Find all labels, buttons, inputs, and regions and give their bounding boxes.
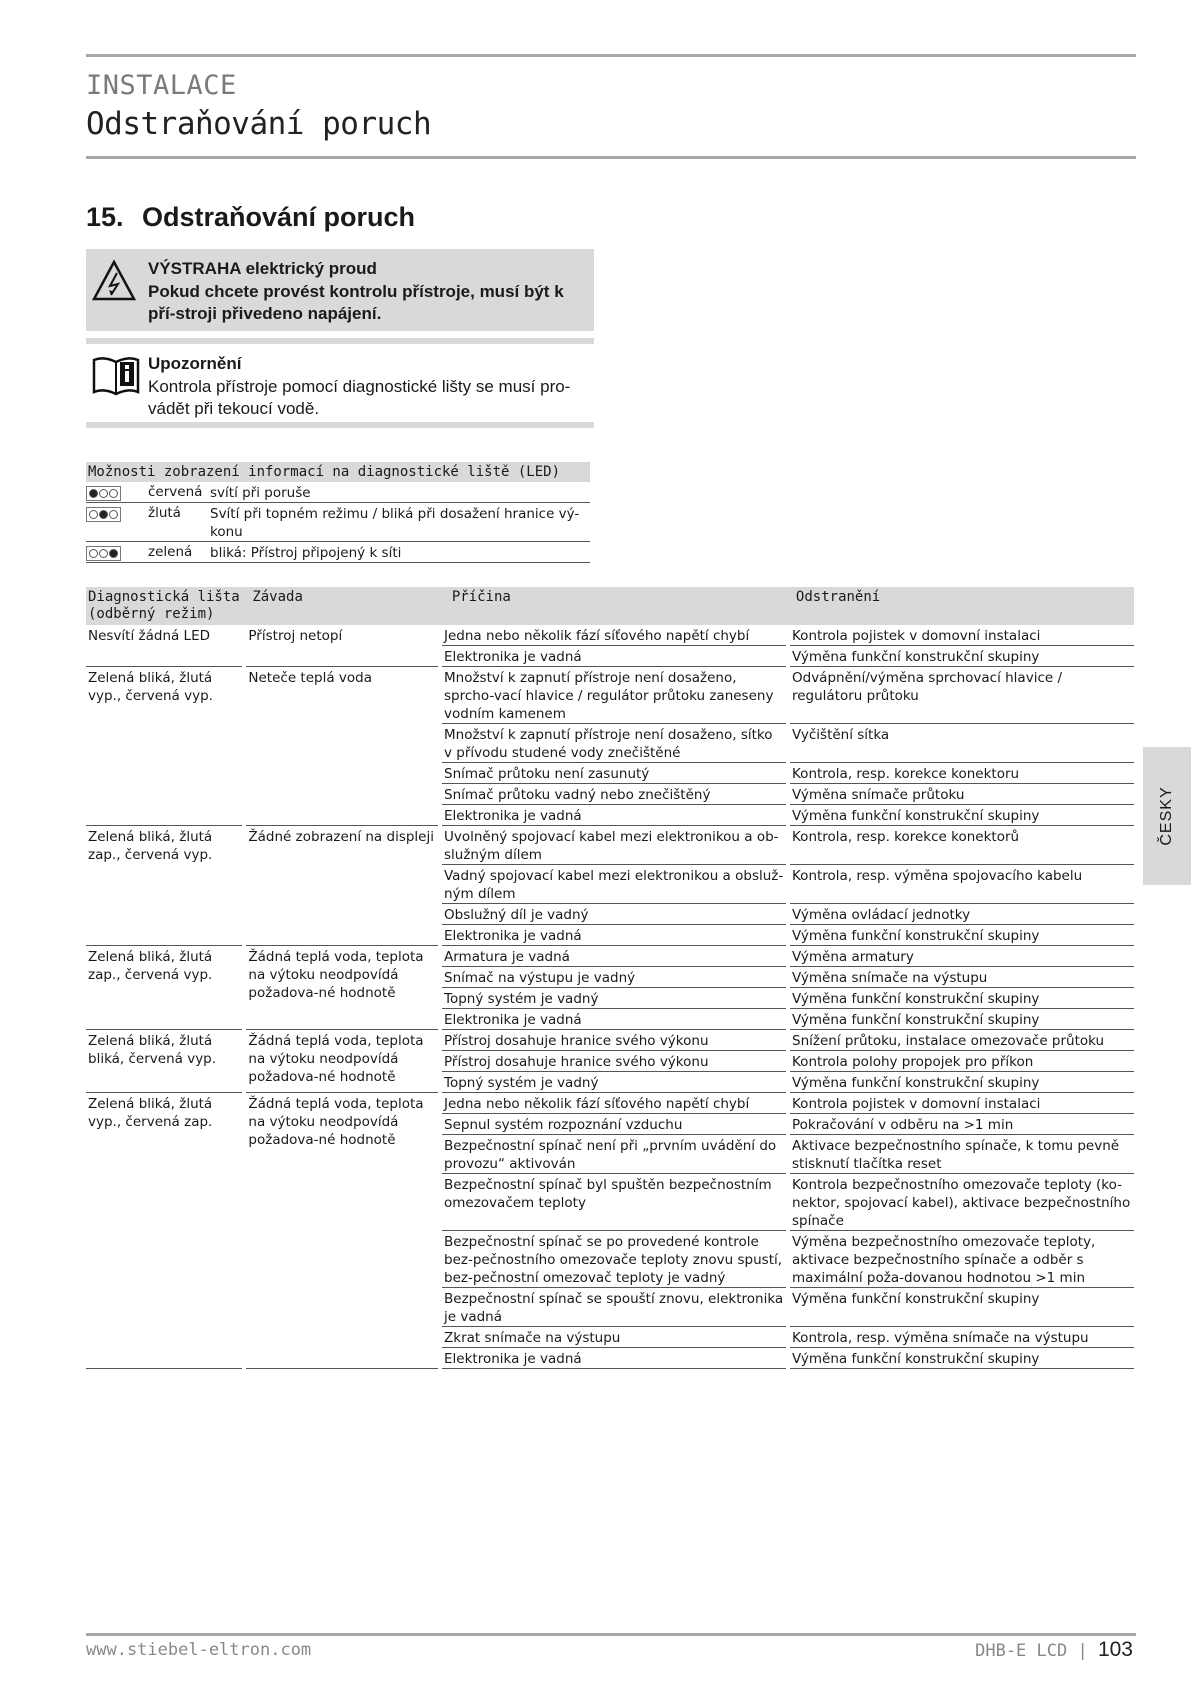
led-table	[86, 462, 590, 563]
header-diagnostic: Diagnostická lišta (odběrný režim)	[88, 589, 240, 622]
header-category: INSTALACE	[86, 70, 237, 101]
footer-url: www.stiebel-eltron.com	[86, 1640, 312, 1660]
cause: Snímač na výstupu je vadný	[442, 967, 786, 988]
cause: Sepnul systém rozpoznání vzduchu	[442, 1114, 786, 1135]
language-tab	[1143, 747, 1191, 885]
cause: Bezpečnostní spínač není při „prvním uvádění do provozu“ aktivován	[442, 1135, 786, 1174]
footer-rule	[86, 1633, 1136, 1636]
remedy: Výměna funkční konstrukční skupiny	[790, 805, 1134, 826]
cause: Jedna nebo několik fází síťového napětí chybí	[442, 1093, 786, 1114]
info-book-icon	[90, 354, 142, 398]
remedy: Kontrola bezpečnostního omezovače teploty (ko-nektor, spojovací kabel), aktivace bezpečnostního spínače	[790, 1174, 1134, 1231]
header-cause: Příčina	[451, 589, 511, 605]
table-row	[442, 946, 1134, 967]
cause: Množství k zapnutí přístroje není dosaženo, sítko v přívodu studené vody znečištěné	[442, 724, 786, 763]
diagnostic-state: Zelená bliká, žlutá zap., červená vyp.	[86, 826, 242, 946]
remedy: Aktivace bezpečnostního spínače, k tomu pevně stisknutí tlačítka reset	[790, 1135, 1134, 1174]
cause: Elektronika je vadná	[442, 1009, 786, 1030]
table-row	[442, 724, 1134, 763]
table-row	[442, 904, 1134, 925]
table-row	[442, 1009, 1134, 1030]
table-group	[86, 1030, 1134, 1093]
warning-title: VÝSTRAHA elektrický proud	[148, 259, 377, 278]
table-row	[442, 1114, 1134, 1135]
cause: Uvolněný spojovací kabel mezi elektronikou a ob-služným dílem	[442, 826, 786, 865]
footer-model-name: DHB-E LCD |	[975, 1641, 1088, 1661]
cause: Topný systém je vadný	[442, 1072, 786, 1093]
cause: Přístroj dosahuje hranice svého výkonu	[442, 1051, 786, 1072]
diagnostic-state: Zelená bliká, žlutá vyp., červená vyp.	[86, 667, 242, 826]
note-box	[86, 352, 594, 420]
fault: Přístroj netopí	[246, 625, 438, 667]
cause: Zkrat snímače na výstupu	[442, 1327, 786, 1348]
remedy: Výměna snímače průtoku	[790, 784, 1134, 805]
cause: Bezpečnostní spínač byl spuštěn bezpečnostním omezovačem teploty	[442, 1174, 786, 1231]
remedy: Výměna funkční konstrukční skupiny	[790, 925, 1134, 946]
note-title: Upozornění	[148, 354, 242, 373]
table-row	[442, 1348, 1134, 1369]
warning-divider	[86, 338, 594, 344]
fault: Žádná teplá voda, teplota na výtoku neodpovídá požadova-né hodnotě	[246, 1093, 438, 1369]
table-row	[442, 988, 1134, 1009]
warning-text: Pokud chcete provést kontrolu přístroje, musí být k pří-stroji přivedeno napájení.	[148, 282, 564, 323]
diagnostic-state: Zelená bliká, žlutá zap., červená vyp.	[86, 946, 242, 1030]
table-row	[442, 1288, 1134, 1327]
cause: Topný systém je vadný	[442, 988, 786, 1009]
table-group	[86, 625, 1134, 667]
remedy: Kontrola pojistek v domovní instalaci	[790, 1093, 1134, 1114]
table-row	[442, 1072, 1134, 1093]
section-title-text: Odstraňování poruch	[142, 202, 416, 232]
fault: Neteče teplá voda	[246, 667, 438, 826]
header-title: Odstraňování poruch	[86, 106, 432, 142]
table-header	[86, 587, 1134, 625]
remedy: Snížení průtoku, instalace omezovače průtoku	[790, 1030, 1134, 1051]
fault: Žádná teplá voda, teplota na výtoku neodpovídá požadova-né hodnotě	[246, 1030, 438, 1093]
remedy: Výměna funkční konstrukční skupiny	[790, 1348, 1134, 1369]
table-row	[442, 763, 1134, 784]
led-color: zelená	[148, 544, 193, 560]
led-color: červená	[148, 484, 203, 500]
led-desc: bliká: Přístroj připojený k síti	[210, 545, 402, 561]
table-row	[442, 826, 1134, 865]
table-row	[442, 1174, 1134, 1231]
remedy: Výměna ovládací jednotky	[790, 904, 1134, 925]
remedy: Vyčištění sítka	[790, 724, 1134, 763]
fault: Žádné zobrazení na displeji	[246, 826, 438, 946]
diagnostic-table	[86, 587, 1134, 1369]
table-row	[442, 1327, 1134, 1348]
diagnostic-state: Nesvítí žádná LED	[86, 625, 242, 667]
table-row	[442, 1135, 1134, 1174]
table-row	[442, 646, 1134, 667]
table-group	[86, 667, 1134, 826]
table-row	[442, 925, 1134, 946]
table-row	[442, 1231, 1134, 1288]
table-row	[442, 1030, 1134, 1051]
section-number: 15.	[86, 202, 124, 232]
diagnostic-state: Zelená bliká, žlutá bliká, červená vyp.	[86, 1030, 242, 1093]
remedy: Kontrola pojistek v domovní instalaci	[790, 625, 1134, 646]
led-row-red	[86, 482, 590, 503]
cause: Bezpečnostní spínač se po provedené kontrole bez-pečnostního omezovače teploty znovu spustí, bez-pečnostní omezovač teploty je vadný	[442, 1231, 786, 1288]
led-row-green	[86, 542, 590, 563]
remedy: Výměna funkční konstrukční skupiny	[790, 988, 1134, 1009]
remedy: Výměna funkční konstrukční skupiny	[790, 1072, 1134, 1093]
led-row-yellow	[86, 503, 590, 542]
diagnostic-state: Zelená bliká, žlutá vyp., červená zap.	[86, 1093, 242, 1369]
table-group	[86, 1093, 1134, 1369]
led-desc: Svítí při topném režimu / bliká při dosažení hranice vý-konu	[210, 506, 580, 540]
remedy: Výměna armatury	[790, 946, 1134, 967]
remedy: Kontrola, resp. korekce konektorů	[790, 826, 1134, 865]
cause: Elektronika je vadná	[442, 1348, 786, 1369]
remedy: Výměna funkční konstrukční skupiny	[790, 646, 1134, 667]
table-body	[86, 625, 1134, 1369]
table-row	[442, 805, 1134, 826]
led-red-icon	[86, 486, 121, 501]
header-fault: Závada	[252, 589, 303, 605]
table-group	[86, 826, 1134, 946]
table-row	[442, 865, 1134, 904]
footer-model	[975, 1638, 1133, 1662]
section-title	[86, 202, 415, 233]
note-divider	[86, 422, 594, 428]
table-row	[442, 784, 1134, 805]
cause: Armatura je vadná	[442, 946, 786, 967]
cause: Přístroj dosahuje hranice svého výkonu	[442, 1030, 786, 1051]
fault: Žádná teplá voda, teplota na výtoku neodpovídá požadova-né hodnotě	[246, 946, 438, 1030]
cause: Elektronika je vadná	[442, 646, 786, 667]
led-desc: svítí při poruše	[210, 485, 311, 501]
remedy: Kontrola polohy propojek pro příkon	[790, 1051, 1134, 1072]
cause: Elektronika je vadná	[442, 805, 786, 826]
header-rule-bottom	[86, 156, 1136, 159]
cause: Vadný spojovací kabel mezi elektronikou a obsluž-ným dílem	[442, 865, 786, 904]
led-yellow-icon	[86, 507, 121, 522]
remedy: Odvápnění/výměna sprchovací hlavice / regulátoru průtoku	[790, 667, 1134, 724]
page-number: 103	[1097, 1638, 1133, 1661]
remedy: Výměna funkční konstrukční skupiny	[790, 1288, 1134, 1327]
remedy: Výměna funkční konstrukční skupiny	[790, 1009, 1134, 1030]
table-row	[442, 967, 1134, 988]
table-row	[442, 625, 1134, 646]
cause: Elektronika je vadná	[442, 925, 786, 946]
note-text: Kontrola přístroje pomocí diagnostické lišty se musí pro-vádět při tekoucí vodě.	[148, 377, 571, 418]
cause: Bezpečnostní spínač se spouští znovu, elektronika je vadná	[442, 1288, 786, 1327]
header-remedy: Odstranění	[795, 589, 881, 605]
header-rule-top	[86, 54, 1136, 57]
cause: Snímač průtoku není zasunutý	[442, 763, 786, 784]
warning-electric-icon	[92, 259, 136, 303]
cause: Množství k zapnutí přístroje není dosaženo, sprcho-vací hlavice / regulátor průtoku zaneseny vodním kamenem	[442, 667, 786, 724]
remedy: Kontrola, resp. výměna spojovacího kabelu	[790, 865, 1134, 904]
table-row	[442, 667, 1134, 724]
language-label: ČESKY	[1158, 786, 1175, 846]
remedy: Kontrola, resp. korekce konektoru	[790, 763, 1134, 784]
cause: Snímač průtoku vadný nebo znečištěný	[442, 784, 786, 805]
warning-box	[86, 249, 594, 331]
led-green-icon	[86, 546, 121, 561]
table-row	[442, 1093, 1134, 1114]
cause: Obslužný díl je vadný	[442, 904, 786, 925]
remedy: Pokračování v odběru na >1 min	[790, 1114, 1134, 1135]
remedy: Kontrola, resp. výměna snímače na výstupu	[790, 1327, 1134, 1348]
led-color: žlutá	[148, 505, 181, 521]
table-group	[86, 946, 1134, 1030]
table-row	[442, 1051, 1134, 1072]
remedy: Výměna snímače na výstupu	[790, 967, 1134, 988]
cause: Jedna nebo několik fází síťového napětí chybí	[442, 625, 786, 646]
remedy: Výměna bezpečnostního omezovače teploty, aktivace bezpečnostního spínače a odběr s maximální poža-dovanou hodnotou >1 min	[790, 1231, 1134, 1288]
led-table-caption: Možnosti zobrazení informací na diagnostické liště (LED)	[86, 462, 590, 482]
